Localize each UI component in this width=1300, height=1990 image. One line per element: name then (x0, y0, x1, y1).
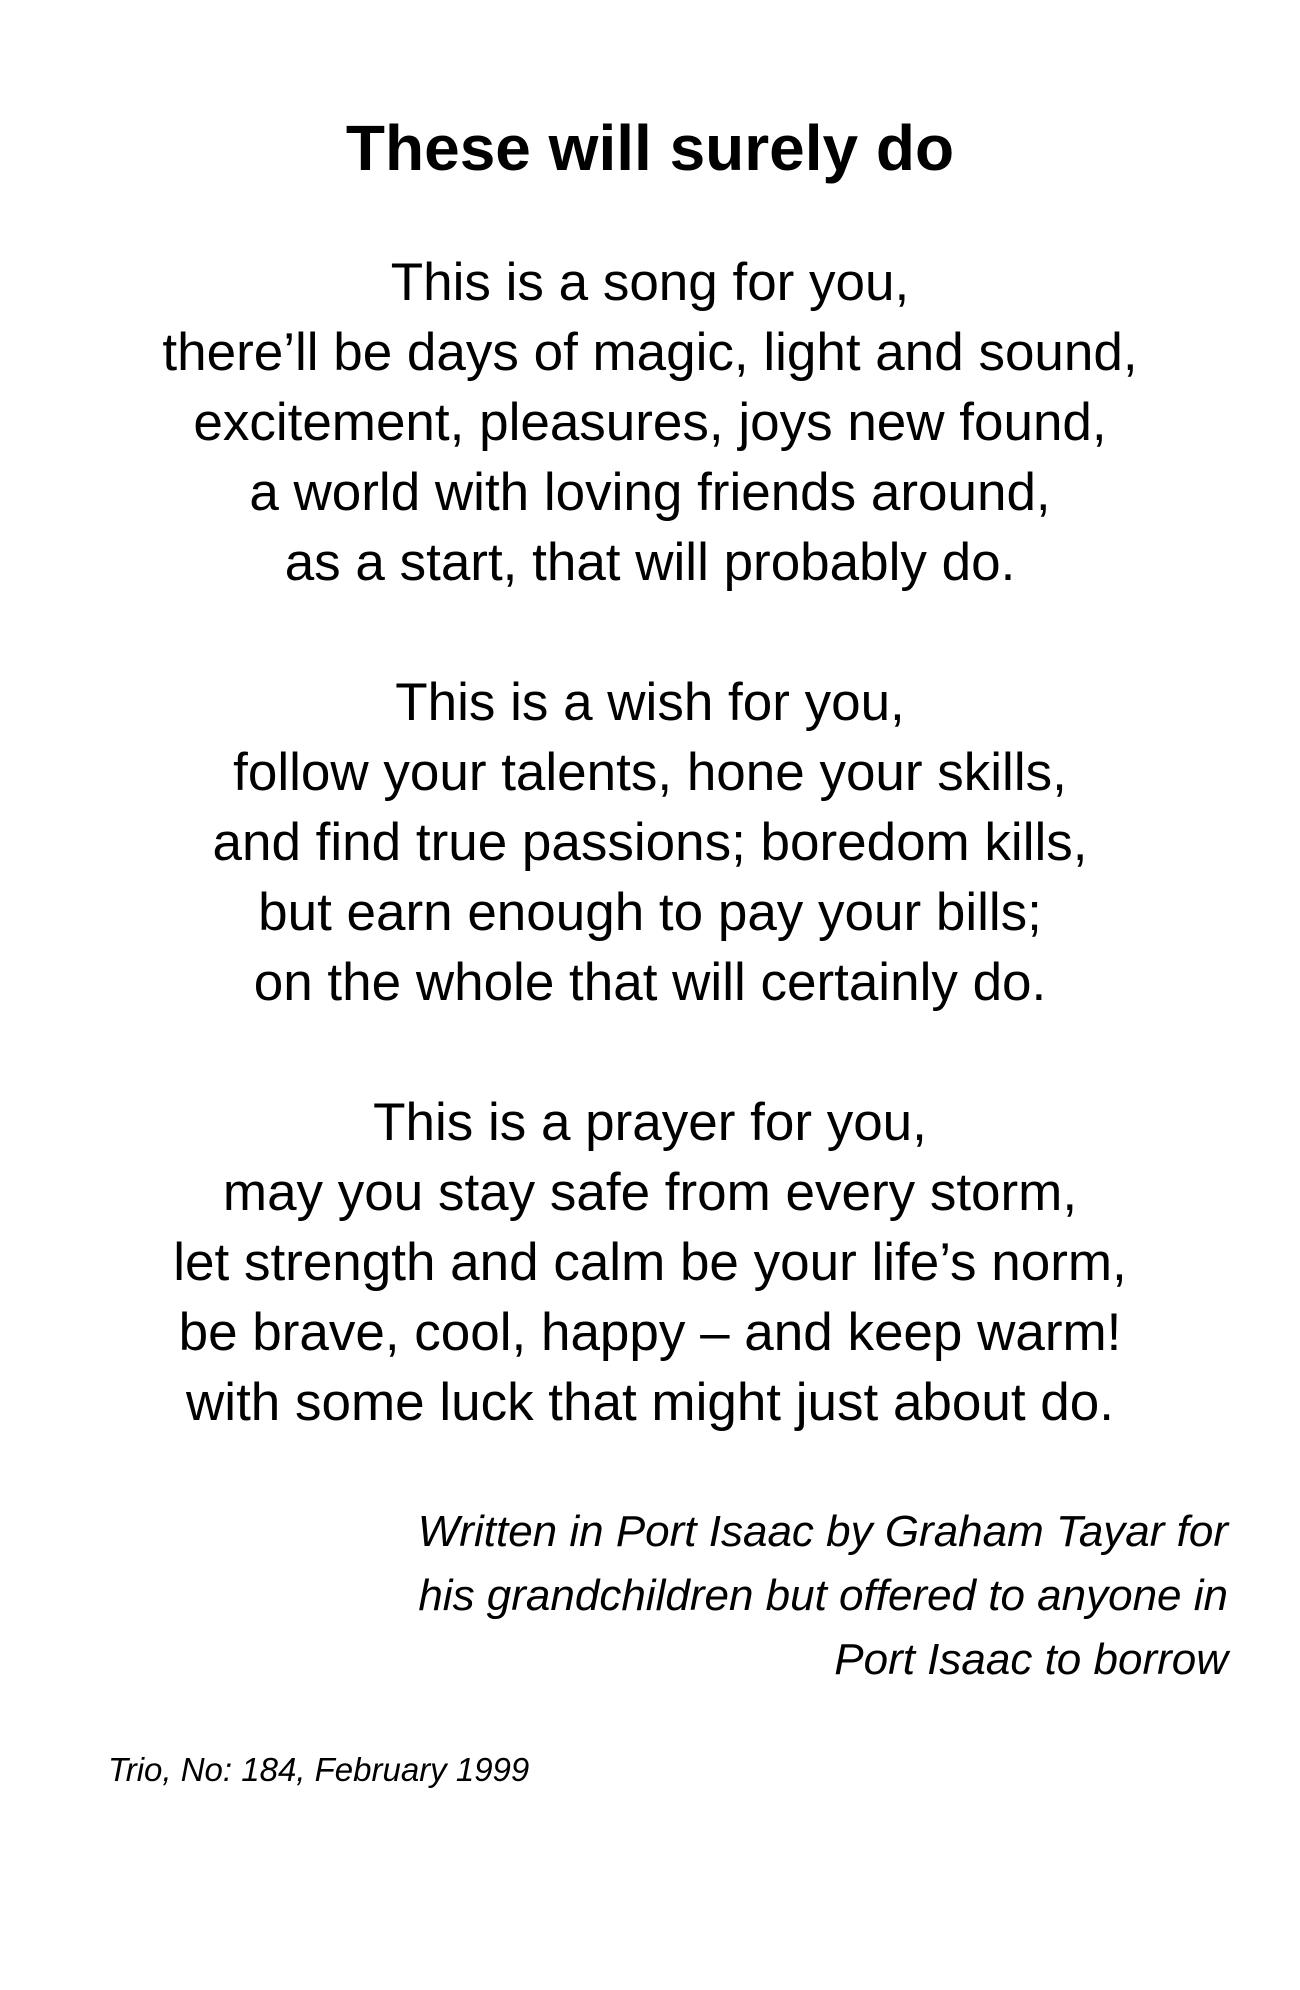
stanza-line: but earn enough to pay your bills; (258, 883, 1042, 942)
stanza-line: and find true passions; boredom kills, (212, 813, 1088, 872)
poem-title: These will surely do (345, 112, 955, 184)
stanza-line: This is a wish for you, (395, 673, 905, 732)
stanza-line: may you stay safe from every storm, (222, 1163, 1078, 1222)
stanza-line: This is a prayer for you, (373, 1093, 927, 1152)
author-attribution (228, 1500, 1228, 1692)
stanza-line: let strength and calm be your life’s norm, (173, 1233, 1127, 1292)
stanza-wish (0, 668, 1300, 1018)
stanza-line: as a start, that will probably do. (284, 533, 1016, 592)
attribution-line: Port Isaac to borrow (834, 1635, 1228, 1684)
stanza-line: on the whole that will certainly do. (253, 953, 1047, 1012)
stanza-prayer (0, 1088, 1300, 1438)
stanza-line: there’ll be days of magic, light and sound, (162, 323, 1138, 382)
stanza-line: be brave, cool, happy – and keep warm! (178, 1303, 1122, 1362)
stanza-song (0, 248, 1300, 598)
stanza-line: with some luck that might just about do. (186, 1373, 1114, 1432)
stanza-line: a world with loving friends around, (249, 463, 1051, 522)
stanza-line: excitement, pleasures, joys new found, (193, 393, 1107, 452)
attribution-line: his grandchildren but offered to anyone in (418, 1571, 1228, 1620)
stanza-line: This is a song for you, (390, 253, 910, 312)
attribution-line: Written in Port Isaac by Graham Tayar for (417, 1507, 1228, 1556)
publication-source: Trio, No: 184, February 1999 (108, 1751, 530, 1788)
stanza-line: follow your talents, hone your skills, (233, 743, 1067, 802)
